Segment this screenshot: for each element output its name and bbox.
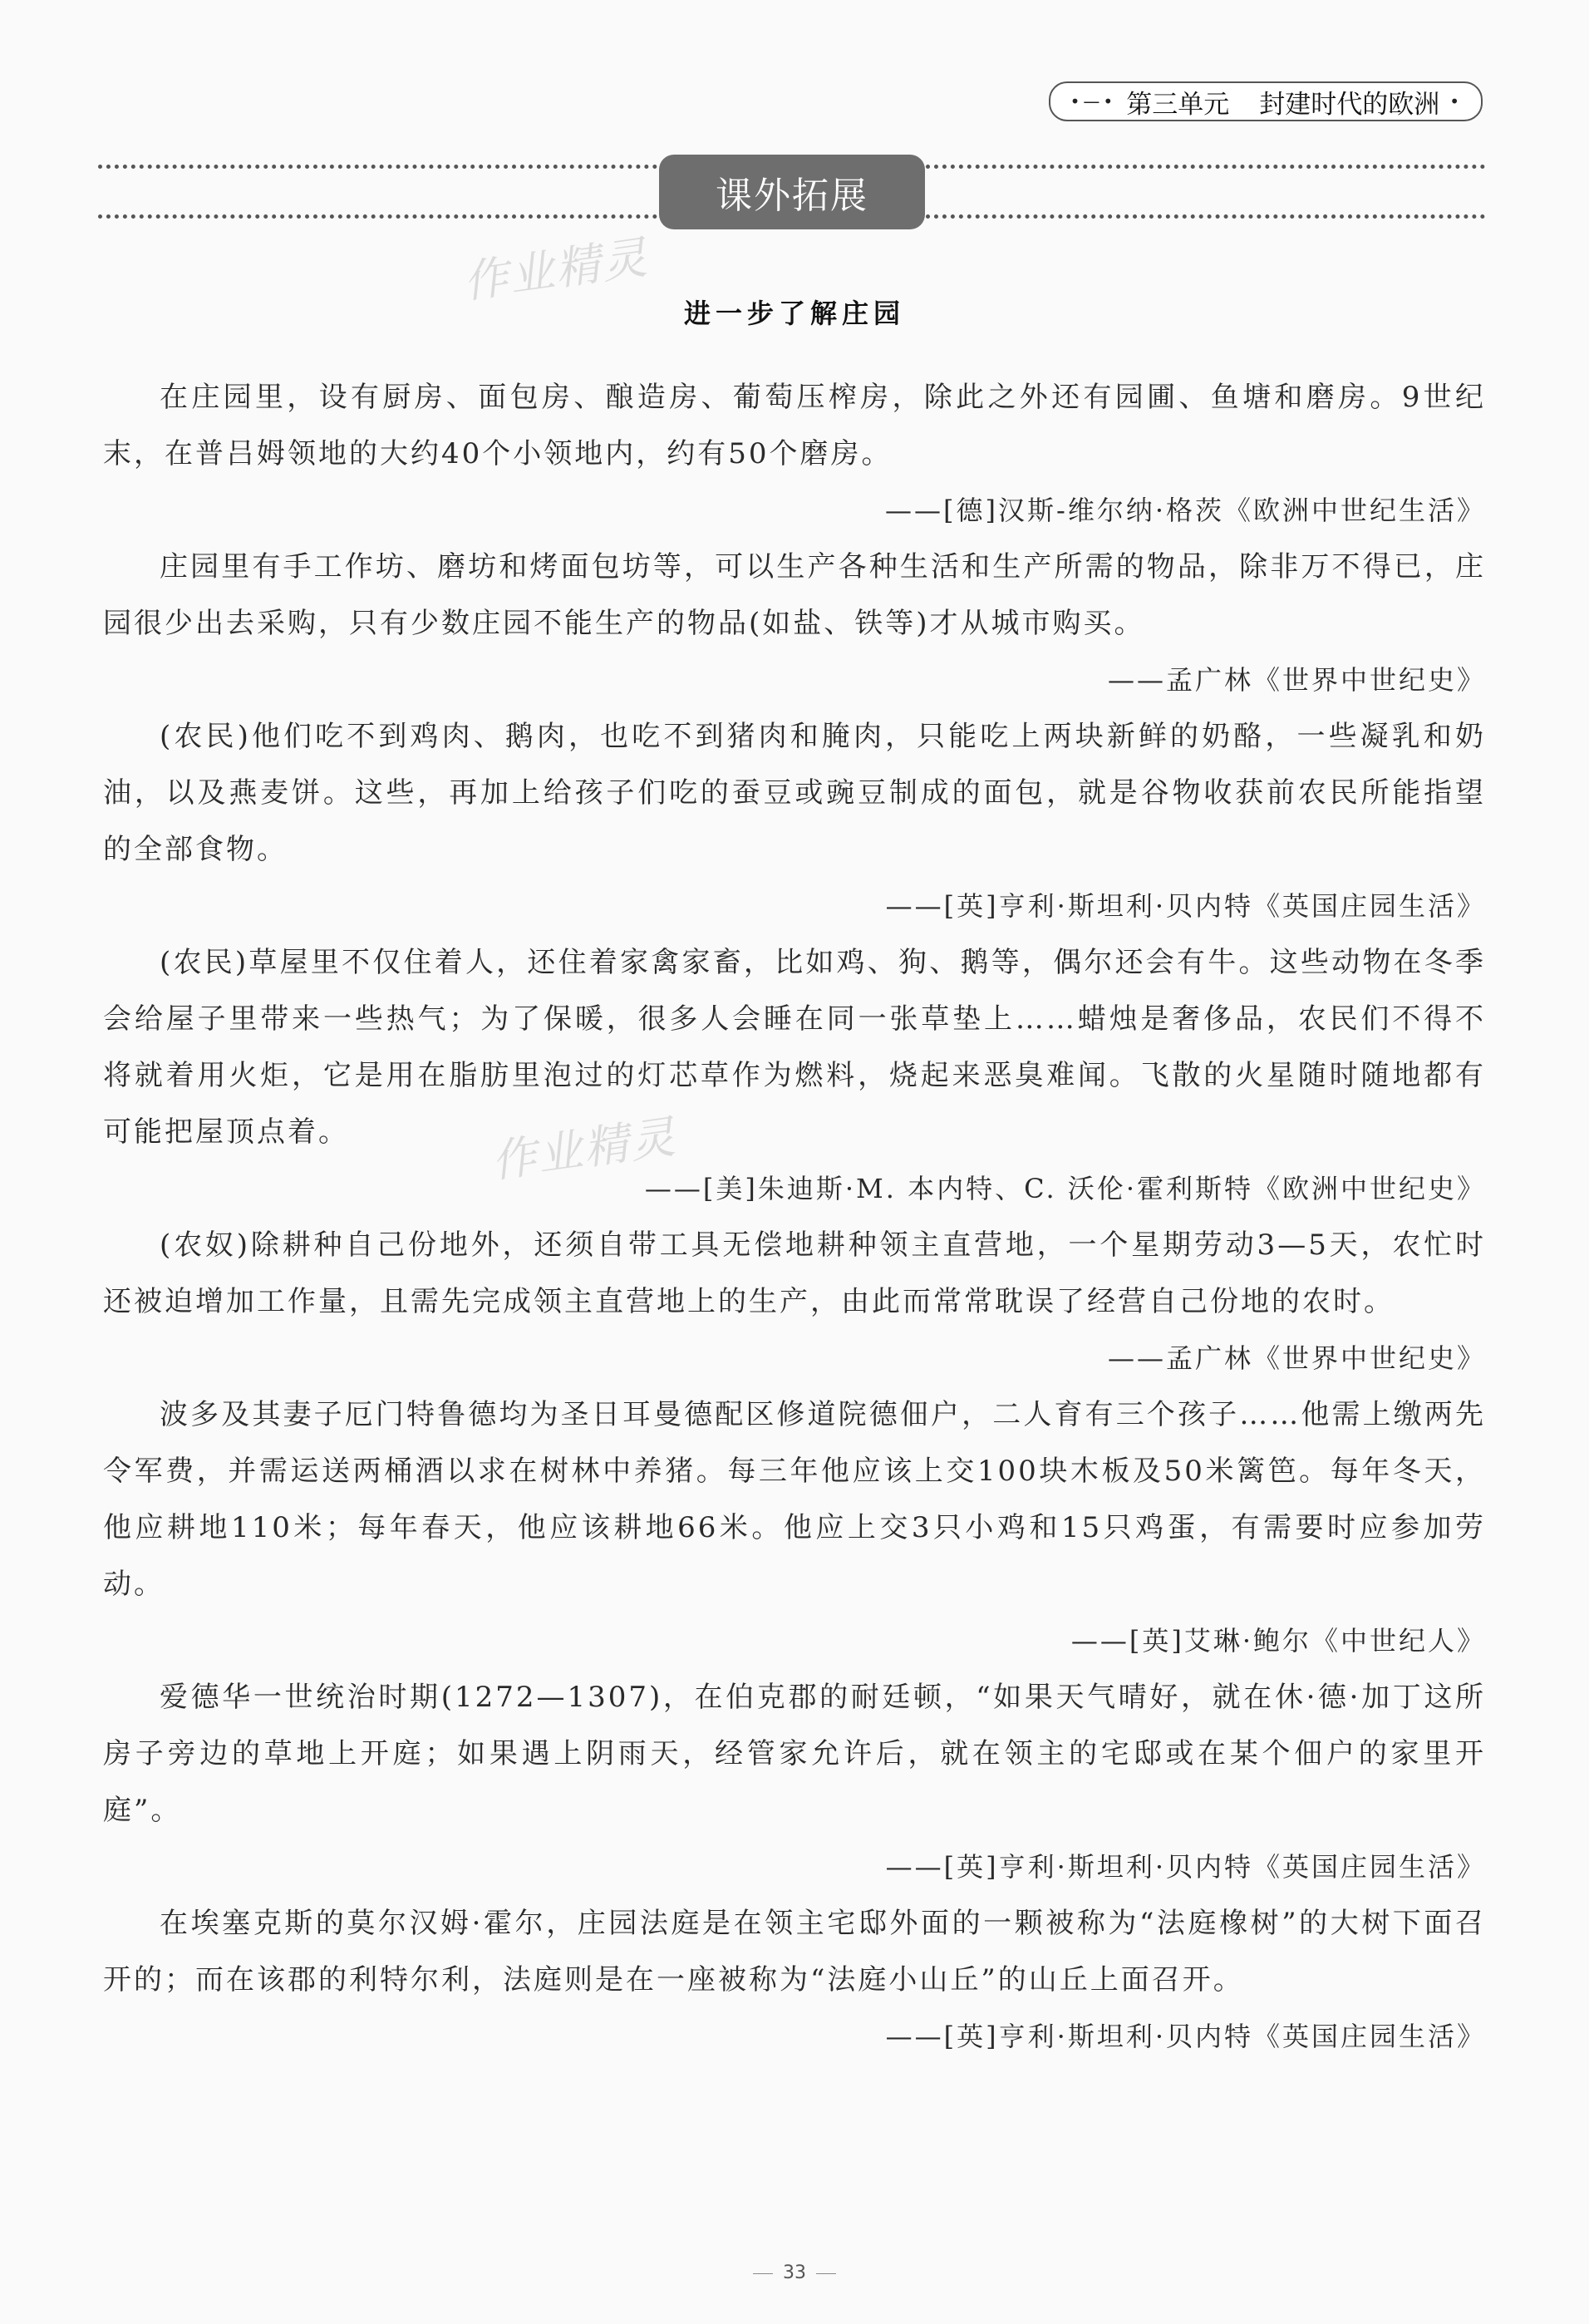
excerpt-source: ——孟广林《世界中世纪史》 xyxy=(1107,664,1486,696)
excerpt-source: ——[美]朱迪斯·M. 本内特、C. 沃伦·霍利斯特《欧洲中世纪史》 xyxy=(644,1173,1486,1204)
decorative-dots-icon: •—• xyxy=(1070,91,1117,111)
watermark: 作业精灵 xyxy=(488,1110,680,1189)
unit-header xyxy=(1049,81,1483,121)
article-title: 进一步了解庄园 xyxy=(683,298,905,329)
excerpt-text: (农民)草屋里不仅住着人，还住着家禽家畜，比如鸡、狗、鹅等，偶尔还会有牛。这些动物在冬季会给屋子里带来一些热气；为了保暖，很多人会睡在同一张草垫上……蜡烛是奢侈品，农民们不得不将就着用火炬，它是用在脂肪里泡过的灯芯草作为燃料，烧起来恶臭难闻。飞散的火星随时随地都有可能把屋顶点着。 xyxy=(103,946,1486,1149)
excerpt-text: (农民)他们吃不到鸡肉、鹅肉，也吃不到猪肉和腌肉，只能吃上两块新鲜的奶酪，一些凝乳和奶油，以及燕麦饼。这些，再加上给孩子们吃的蚕豆或豌豆制成的面包，就是谷物收获前农民所能指望的全部食物。 xyxy=(103,720,1486,866)
excerpt-text: 波多及其妻子厄门特鲁德均为圣日耳曼德配区修道院德佃户，二人育有三个孩子……他需上缴两先令军费，并需运送两桶酒以求在树林中养猪。每三年他应该上交100块木板及50米篱笆。每年冬天，他应耕地110米；每年春天，他应该耕地66米。他应上交3只小鸡和15只鸡蛋，有需要时应参加劳动。 xyxy=(103,1398,1486,1601)
excerpt-source: ——[英]艾琳·鲍尔《中世纪人》 xyxy=(1070,1625,1486,1657)
unit-label: 第三单元 xyxy=(1126,89,1230,120)
excerpt-text: 在庄园里，设有厨房、面包房、酿造房、葡萄压榨房，除此之外还有园圃、鱼塘和磨房。9世纪末，在普吕姆领地的大约40个小领地内，约有50个磨房。 xyxy=(103,381,1486,470)
excerpt-text: 爱德华一世统治时期(1272—1307)，在伯克郡的耐廷顿，“如果天气晴好，就在休·德·加丁这所房子旁边的草地上开庭；如果遇上阴雨天，经管家允许后，就在领主的宅邸或在某个佃户的家里开庭”。 xyxy=(103,1681,1486,1827)
page-number-footer xyxy=(0,2262,1589,2283)
watermark: 作业精灵 xyxy=(460,230,652,309)
excerpt-source: ——[英]亨利·斯坦利·贝内特《英国庄园生活》 xyxy=(885,1851,1486,1883)
unit-title: 封建时代的欧洲 xyxy=(1259,89,1440,120)
article-body xyxy=(103,369,1486,2065)
excerpt-source: ——孟广林《世界中世纪史》 xyxy=(1107,1342,1486,1374)
excerpt-source: ——[英]亨利·斯坦利·贝内特《英国庄园生活》 xyxy=(885,2021,1486,2052)
page-number: 33 xyxy=(783,2262,806,2283)
excerpt-source: ——[德]汉斯-维尔纳·格茨《欧洲中世纪生活》 xyxy=(885,495,1486,526)
excerpt-text: (农奴)除耕种自己份地外，还须自带工具无偿地耕种领主直营地，一个星期劳动3—5天，农忙时还被迫增加工作量，且需先完成领主直营地上的生产，由此而常常耽误了经营自己份地的农时。 xyxy=(103,1228,1486,1318)
decorative-dot-icon: • xyxy=(1449,91,1459,111)
section-banner-label: 课外拓展 xyxy=(716,175,868,217)
excerpt-source: ——[英]亨利·斯坦利·贝内特《英国庄园生活》 xyxy=(885,890,1486,922)
footer-dash-right xyxy=(816,2273,836,2274)
section-banner xyxy=(659,155,925,229)
excerpt-text: 在埃塞克斯的莫尔汉姆·霍尔，庄园法庭是在领主宅邸外面的一颗被称为“法庭橡树”的大树下面召开的；而在该郡的利特尔利，法庭则是在一座被称为“法庭小山丘”的山丘上面召开。 xyxy=(103,1907,1486,1997)
footer-dash-left xyxy=(753,2273,773,2274)
excerpt-text: 庄园里有手工作坊、磨坊和烤面包坊等，可以生产各种生活和生产所需的物品，除非万不得已，庄园很少出去采购，只有少数庄园不能生产的物品(如盐、铁等)才从城市购买。 xyxy=(103,550,1486,640)
